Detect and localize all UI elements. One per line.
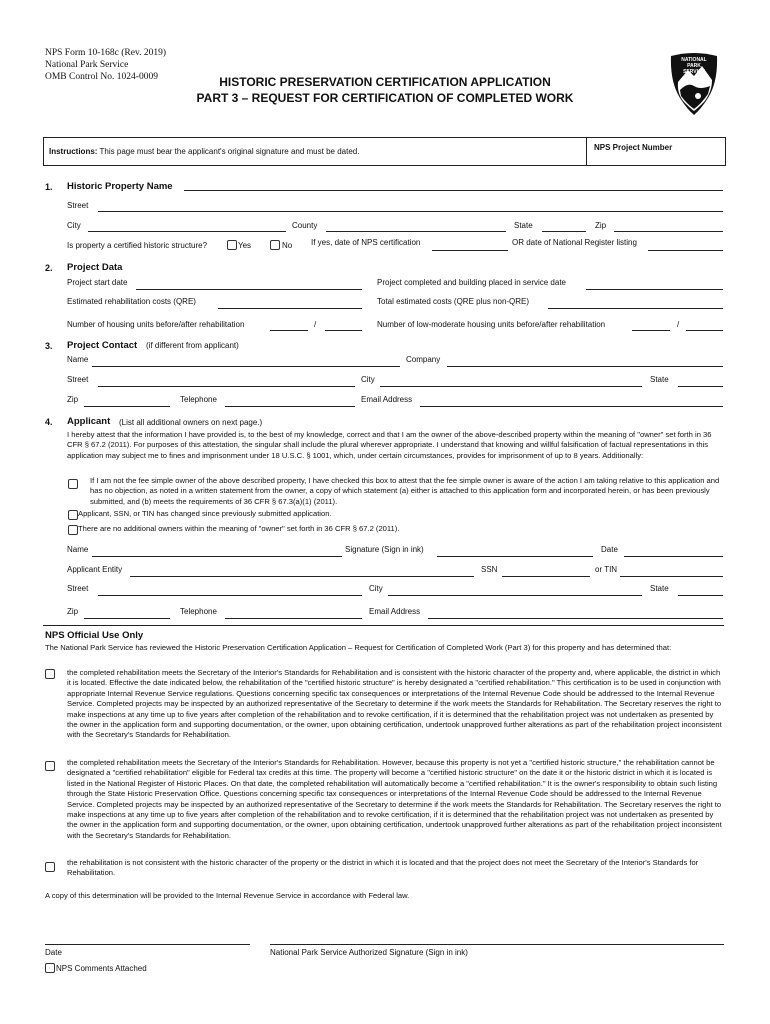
s1-zip-label: Zip <box>595 221 607 230</box>
applicant-entity-field[interactable] <box>130 566 474 577</box>
official-use-title: NPS Official Use Only <box>45 630 144 641</box>
lowmod-units-label: Number of low-moderate housing units before/after rehabilitation <box>377 320 606 329</box>
certified-no-label: No <box>282 241 293 250</box>
historic-property-name-field[interactable] <box>184 180 723 191</box>
section-1-title: Historic Property Name <box>67 181 173 192</box>
s4-zip-label: Zip <box>67 607 79 616</box>
lowmod-slash: / <box>677 320 680 329</box>
s1-zip-field[interactable] <box>614 221 723 232</box>
official-opt2-checkbox[interactable] <box>45 761 55 771</box>
s4-telephone-field[interactable] <box>225 608 362 619</box>
s4-name-label: Name <box>67 545 89 554</box>
project-number-field[interactable] <box>592 154 722 164</box>
section-3-number: 3. <box>45 341 53 351</box>
s3-email-label: Email Address <box>361 395 413 404</box>
attestation-text: I hereby attest that the information I have provided is, to the best of my knowledge, correct and that I am the owner of the above-described property within the meaning of "owner" set forth in 36 CFR § 67.2 (2011). For purposes of this attestation, the singular shall include the plural wherever appropriate. I understand that knowing and willful falsification of factual representations in this application may subject me to fines and imprisonment under 18 U.S.C. § 1001, which, under certain circumstances, provides for imprisonment of up to 8 years. Additionally: <box>67 430 712 460</box>
tin-field[interactable] <box>620 566 723 577</box>
official-opt2-text: the completed rehabilitation meets the Secretary of the Interior's Standards for Rehabilitation. However, because this property is not yet a "certified historic structure," the rehabilitation cannot be designated a "certified rehabilitation" eligible for Federal tax credits at this time. The property will become a "certified historic structure" on the date it or the historic district in which it is located is listed in the National Register of Historic Places. On that date, the completed rehabilitation will automatically become a "certified rehabilitation." It is the owner's responsibility to obtain such listing through the State Historic Preservation Office. Questions concerning specific tax consequences or interpretations of the Internal Revenue Code should be addressed to the Internal Revenue Service. Completed projects may be inspected by an authorized representative of the Secretary to determine if the work meets the Standards for Rehabilitation. The Secretary reserves the right to make inspections at any time up to five years after completion of the rehabilitation and to revoke certification, if it is determined that the rehabilitation project was not undertaken as presented by the owner in the application form and supporting documentation, or the owner, upon obtaining certification, undertook unapproved further alterations as part of the rehabilitation project inconsistent with the Secretary's Standards for Rehabilitation. <box>67 758 722 840</box>
s4-date-field[interactable] <box>624 546 723 557</box>
lowmod-after-field[interactable] <box>686 320 723 331</box>
s3-name-field[interactable] <box>92 356 400 367</box>
official-signature-field[interactable] <box>270 934 724 945</box>
instructions-label: Instructions: <box>49 147 98 156</box>
official-opt1-checkbox[interactable] <box>45 669 55 679</box>
s1-street-label: Street <box>67 201 89 210</box>
s1-street-field[interactable] <box>98 201 723 212</box>
housing-before-field[interactable] <box>270 320 308 331</box>
nps-arrowhead-logo <box>668 52 720 116</box>
housing-units-label: Number of housing units before/after rehabilitation <box>67 320 245 329</box>
applicant-changed-checkbox[interactable] <box>68 510 78 520</box>
s3-zip-field[interactable] <box>84 396 170 407</box>
s3-state-label: State <box>650 375 669 384</box>
total-costs-label: Total estimated costs (QRE plus non-QRE) <box>377 297 530 306</box>
section-4-note: (List all additional owners on next page.) <box>119 418 263 427</box>
ssn-field[interactable] <box>502 566 590 577</box>
s1-state-label: State <box>514 221 533 230</box>
fee-simple-text: If I am not the fee simple owner of the above described property, I have checked this box to attest that the fee simple owner is aware of the action I am taking relative to this application and has no objection, as noted in a written statement from the owner, a copy of which statement (a) either is attached to this application form and incorporated herein, or has been previously submitted, and (b) meets the requirements of 36 CFR § 67.3(a)(1) (2011). <box>90 476 720 506</box>
housing-after-field[interactable] <box>325 320 362 331</box>
official-opt3-text: the rehabilitation is not consistent with the historic character of the property or the district in which it is located and that the project does not meet the Secretary of the Interior's Standards for Rehabilitation. <box>67 858 699 878</box>
form-number: NPS Form 10-168c (Rev. 2019) <box>45 48 167 58</box>
project-completed-label: Project completed and building placed in service date <box>377 278 567 287</box>
lowmod-before-field[interactable] <box>632 320 670 331</box>
instructions-text <box>49 147 359 156</box>
official-date-field[interactable] <box>45 934 250 945</box>
nps-cert-date-field[interactable] <box>432 240 508 251</box>
s3-telephone-field[interactable] <box>225 396 355 407</box>
nr-listing-date-field[interactable] <box>648 240 723 251</box>
s4-signature-field[interactable] <box>437 546 593 557</box>
s4-street-label: Street <box>67 584 89 593</box>
form-title: HISTORIC PRESERVATION CERTIFICATION APPLICATION <box>219 75 551 89</box>
s3-company-field[interactable] <box>447 356 723 367</box>
official-opt1-text: the completed rehabilitation meets the Secretary of the Interior's Standards for Rehabilitation and is consistent with the historic character of the property and, where applicable, the district in which it is located. Effective the date indicated below, the rehabilitation of the "certified historic structure" is hereby designated a "certified rehabilitation." This certification is to be used in conjunction with appropriate Internal Revenue Service regulations. Questions concerning specific tax consequences or interpretations of the Internal Revenue Code should be addressed to the Internal Revenue Service. Completed projects may be inspected by an authorized representative of the Secretary to determine if the work meets the Standards for Rehabilitation. The Secretary reserves the right to make inspections at any time up to five years after completion of the rehabilitation and to revoke certification, if it is determined that the rehabilitation project was not undertaken as presented by the owner in the application form and supporting documentation, or the owner, upon obtaining certification, undertook unapproved further alterations as part of the rehabilitation project inconsistent with the Secretary's Standards for Rehabilitation. <box>67 668 722 740</box>
section-2-number: 2. <box>45 263 53 273</box>
certified-no-checkbox[interactable] <box>270 240 280 250</box>
no-additional-owners-text: There are no additional owners within the meaning of "owner" set forth in 36 CFR § 67.2 (2011). <box>78 524 400 533</box>
applicant-changed-text: Applicant, SSN, or TIN has changed since previously submitted application. <box>78 509 332 518</box>
fee-simple-checkbox[interactable] <box>68 479 78 489</box>
nr-listing-label: OR date of National Register listing <box>512 238 637 247</box>
project-number-label: NPS Project Number <box>594 143 673 152</box>
s3-street-field[interactable] <box>98 376 355 387</box>
official-use-intro: The National Park Service has reviewed the Historic Preservation Certification Application – Request for Certification of Completed Work (Part 3) for this property and has determined that: <box>45 643 672 652</box>
section-4-title: Applicant <box>67 416 111 427</box>
s3-zip-label: Zip <box>67 395 79 404</box>
section-3-note: (if different from applicant) <box>146 341 239 350</box>
comments-attached-checkbox[interactable] <box>45 963 55 973</box>
s4-email-field[interactable] <box>428 608 723 619</box>
tin-label: or TIN <box>595 565 618 574</box>
certified-yes-checkbox[interactable] <box>227 240 237 250</box>
section-4-number: 4. <box>45 417 53 427</box>
s4-name-field[interactable] <box>92 546 342 557</box>
svg-text:SERVICE: SERVICE <box>683 69 705 75</box>
section-1-number: 1. <box>45 182 53 192</box>
s4-date-label: Date <box>601 545 618 554</box>
applicant-entity-label: Applicant Entity <box>67 565 123 574</box>
s3-name-label: Name <box>67 355 89 364</box>
irs-copy-note: A copy of this determination will be provided to the Internal Revenue Service in accordance with Federal law. <box>45 891 410 900</box>
certified-yes-label: Yes <box>238 241 252 250</box>
s4-state-label: State <box>650 584 669 593</box>
form-subtitle: PART 3 – REQUEST FOR CERTIFICATION OF COMPLETED WORK <box>196 91 574 105</box>
qre-field[interactable] <box>218 298 362 309</box>
svg-text:PARK: PARK <box>687 63 701 69</box>
certified-question: Is property a certified historic structure? <box>67 241 208 250</box>
s1-city-field[interactable] <box>88 221 286 232</box>
s1-county-label: County <box>292 221 318 230</box>
s3-company-label: Company <box>406 355 441 364</box>
ssn-label: SSN <box>481 565 498 574</box>
svg-text:NATIONAL: NATIONAL <box>681 57 707 63</box>
s4-street-field[interactable] <box>98 585 362 596</box>
official-use-divider <box>43 625 724 626</box>
nps-cert-date-label: If yes, date of NPS certification <box>311 238 421 247</box>
s3-telephone-label: Telephone <box>180 395 217 404</box>
s4-email-label: Email Address <box>369 607 421 616</box>
instructions-body: This page must bear the applicant's original signature and must be dated. <box>99 147 360 156</box>
s4-city-label: City <box>369 584 383 593</box>
s3-city-label: City <box>361 375 375 384</box>
s4-state-field[interactable] <box>678 585 723 596</box>
comments-attached-label: NPS Comments Attached <box>56 964 147 973</box>
no-additional-owners-checkbox[interactable] <box>68 525 78 535</box>
section-3-title: Project Contact <box>67 340 138 351</box>
s1-county-field[interactable] <box>326 221 506 232</box>
instructions-divider <box>586 137 587 165</box>
section-2-title: Project Data <box>67 262 123 273</box>
s3-email-field[interactable] <box>420 396 723 407</box>
omb-control-number: OMB Control No. 1024-0009 <box>45 72 158 82</box>
official-signature-label: National Park Service Authorized Signature (Sign in ink) <box>270 948 468 957</box>
s3-city-field[interactable] <box>380 376 642 387</box>
project-start-field[interactable] <box>136 279 362 290</box>
s4-telephone-label: Telephone <box>180 607 217 616</box>
s3-street-label: Street <box>67 375 89 384</box>
housing-slash: / <box>314 320 317 329</box>
agency-name: National Park Service <box>45 60 129 70</box>
official-date-label: Date <box>45 948 62 957</box>
s1-state-field[interactable] <box>542 221 586 232</box>
s1-city-label: City <box>67 221 81 230</box>
project-start-label: Project start date <box>67 278 128 287</box>
s4-zip-field[interactable] <box>84 608 170 619</box>
qre-label: Estimated rehabilitation costs (QRE) <box>67 297 196 306</box>
project-completed-field[interactable] <box>586 279 723 290</box>
official-opt3-checkbox[interactable] <box>45 862 55 872</box>
s4-city-field[interactable] <box>388 585 642 596</box>
s4-signature-label: Signature (Sign in ink) <box>345 545 424 554</box>
total-costs-field[interactable] <box>548 298 723 309</box>
s3-state-field[interactable] <box>678 376 723 387</box>
